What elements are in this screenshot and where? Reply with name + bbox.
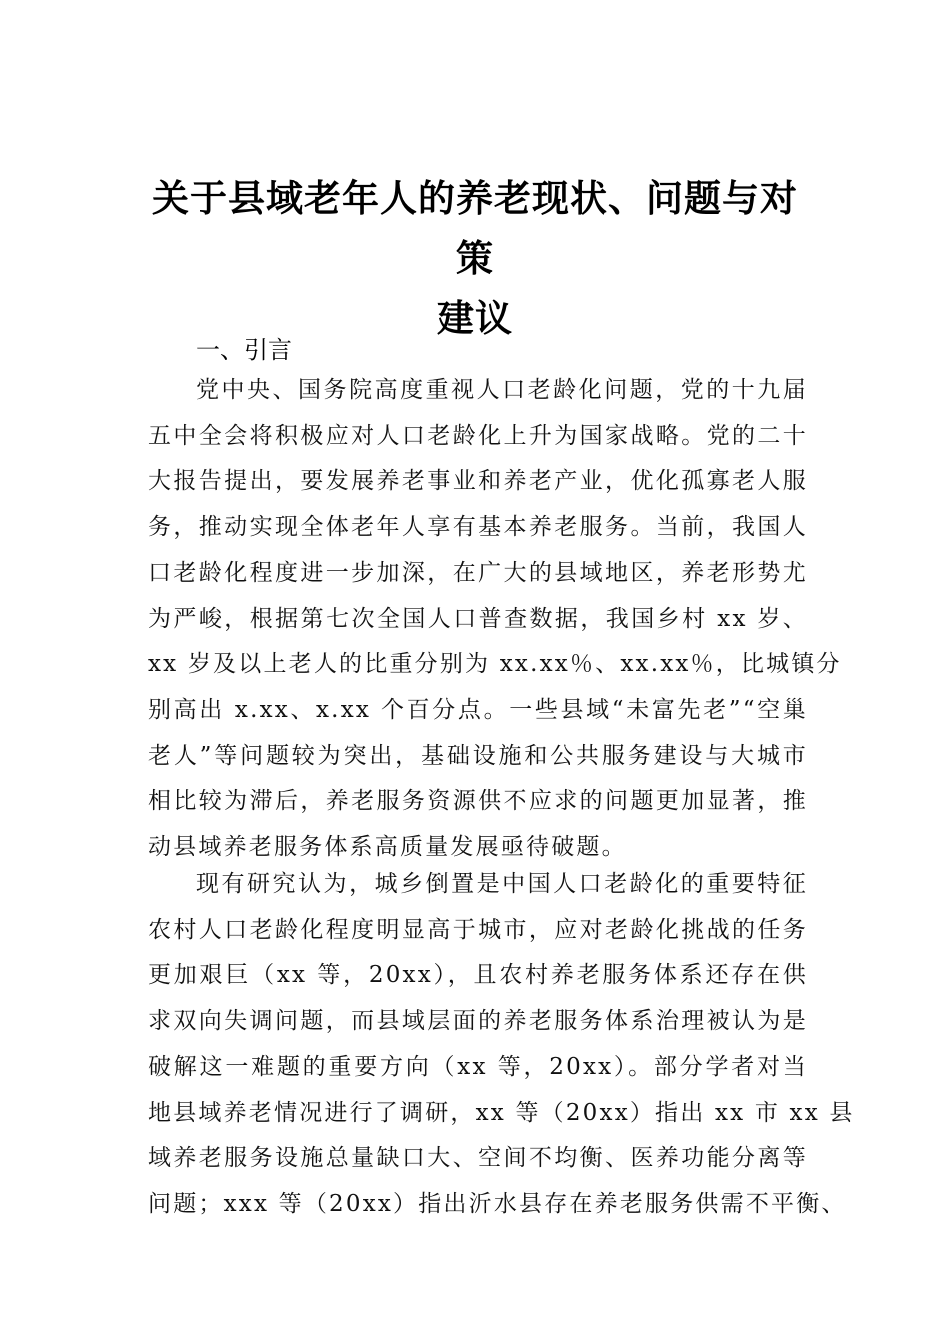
text-line: 相比较为滞后，养老服务资源供不应求的问题更加显著，推 bbox=[148, 788, 808, 815]
text-line: 破解这一难题的重要方向（xx 等，20xx）。部分学者对当 bbox=[148, 1053, 808, 1080]
text-line: 老人”等问题较为突出，基础设施和公共服务建设与大城市 bbox=[148, 742, 808, 769]
text-line: 更加艰巨（xx 等，20xx），且农村养老服务体系还存在供 bbox=[148, 962, 808, 989]
text-line: 大报告提出，要发展养老事业和养老产业，优化孤寡老人服 bbox=[148, 468, 808, 495]
text-line: 五中全会将积极应对人口老龄化上升为国家战略。党的二十 bbox=[148, 422, 808, 449]
text-line: 务，推动实现全体老年人享有基本养老服务。当前，我国人 bbox=[148, 514, 808, 541]
text-line: 现有研究认为，城乡倒置是中国人口老龄化的重要特征 bbox=[196, 871, 808, 897]
paragraph-1 bbox=[148, 368, 842, 871]
text-line: 党中央、国务院高度重视人口老龄化问题，党的十九届 bbox=[196, 377, 808, 403]
text-line: 域养老服务设施总量缺口大、空间不均衡、医养功能分离等 bbox=[148, 1145, 808, 1172]
text-line: 问题；xxx 等（20xx）指出沂水县存在养老服务供需不平衡、 bbox=[148, 1190, 847, 1217]
section-heading: 一、引言 bbox=[196, 336, 292, 364]
text-line: 口老龄化程度进一步加深，在广大的县域地区，养老形势尤 bbox=[148, 559, 808, 586]
text-line: 求双向失调问题，而县域层面的养老服务体系治理被认为是 bbox=[148, 1008, 808, 1035]
document-title bbox=[140, 168, 810, 348]
text-line: 别高出 x.xx、x.xx 个百分点。一些县域“未富先老”“空巢 bbox=[148, 696, 808, 723]
text-line: 地县域养老情况进行了调研，xx 等（20xx）指出 xx 市 xx 县 bbox=[148, 1099, 855, 1126]
title-line: 建议 bbox=[437, 296, 513, 340]
title-line: 关于县域老年人的养老现状、问题与对策 bbox=[152, 176, 798, 280]
text-line: 农村人口老龄化程度明显高于城市，应对老龄化挑战的任务 bbox=[148, 916, 808, 943]
paragraph-2 bbox=[148, 862, 855, 1228]
text-line: xx 岁及以上老人的比重分别为 xx.xx％、xx.xx％，比城镇分 bbox=[148, 651, 842, 678]
text-line: 动县域养老服务体系高质量发展亟待破题。 bbox=[148, 834, 627, 861]
text-line: 为严峻，根据第七次全国人口普查数据，我国乡村 xx 岁、 bbox=[148, 605, 808, 632]
